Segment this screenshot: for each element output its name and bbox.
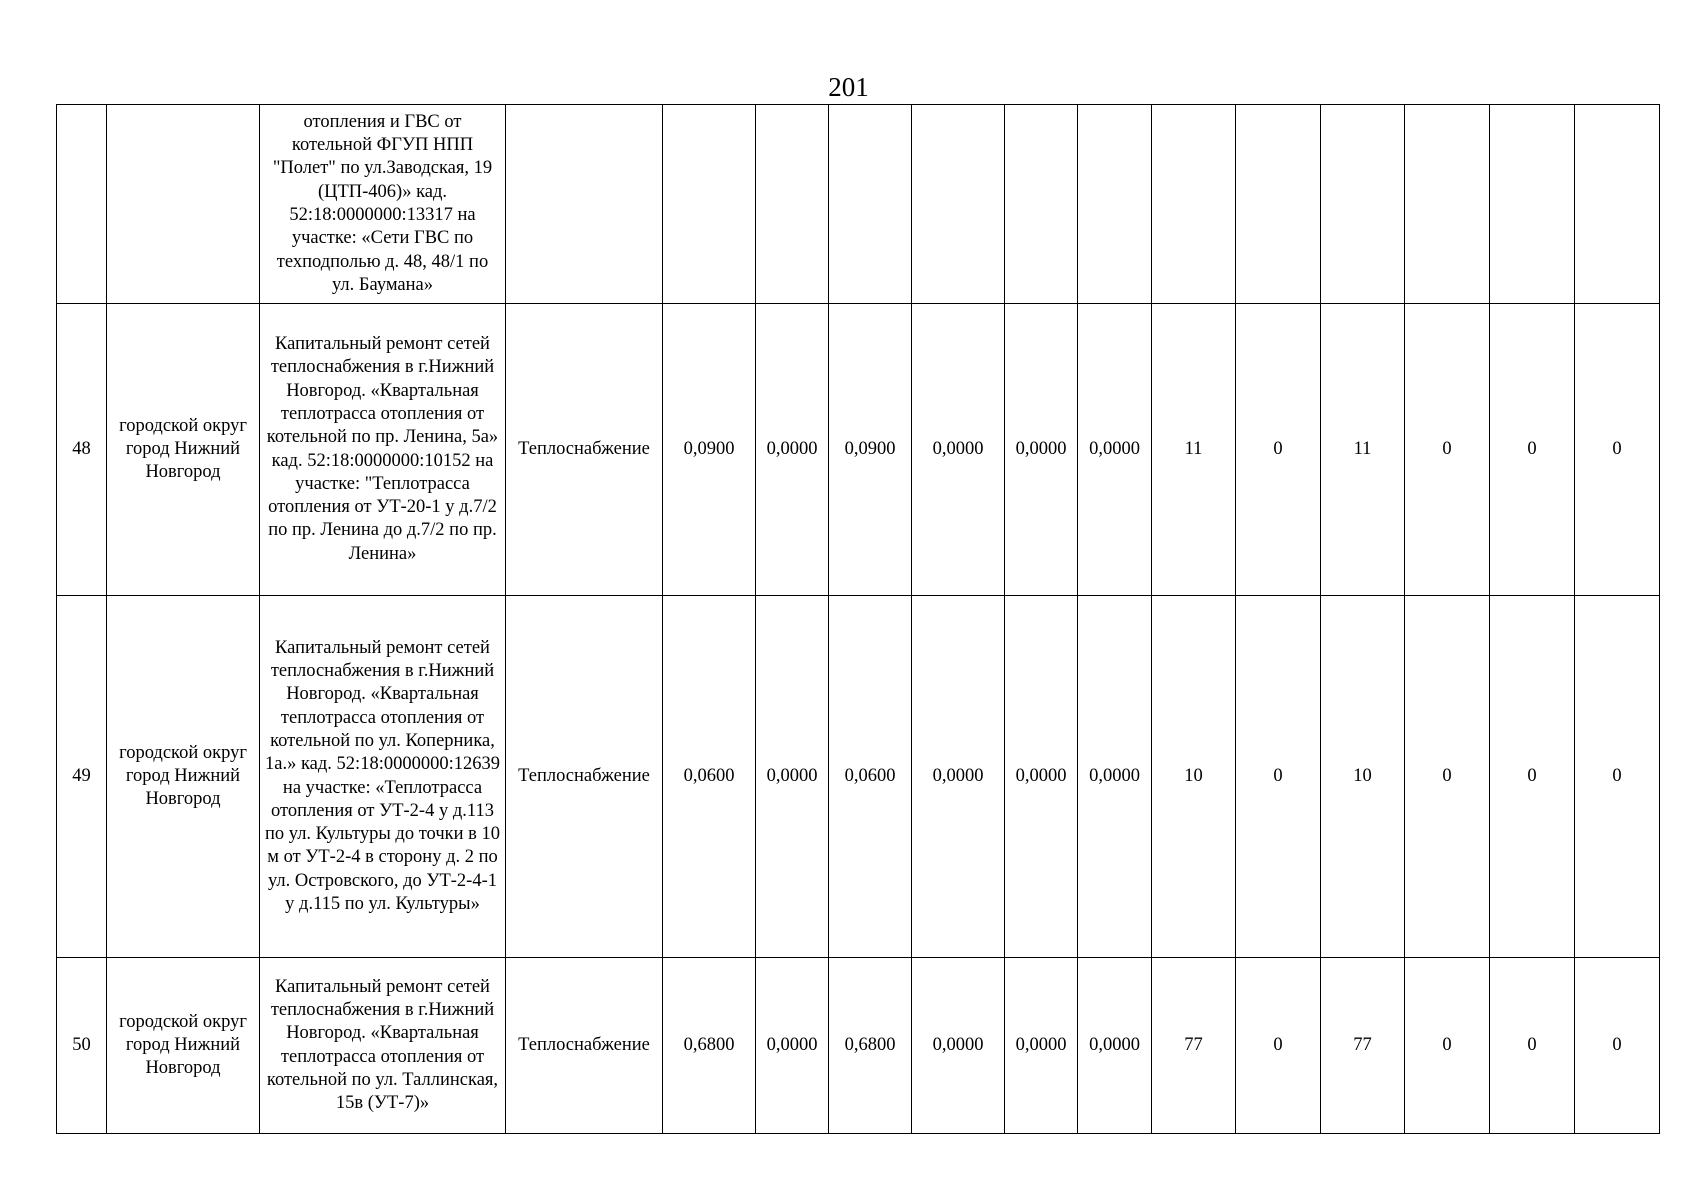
value-cell-3: 0,0900 (829, 304, 912, 596)
description-cell: Капитальный ремонт сетей теплоснабжения в г.Нижний Новгород. «Квартальная теплотрасса отопления от котельной по ул. Коперника, 1а.» кад. 52:18:0000000:12639 на участке: «Теплотрасса отопления от УТ-2-4 у д.113 по ул. Культуры до точки в 10 м от УТ-2-4 в сторону д. 2 по ул. Островского, до УТ-2-4-1 у д.115 по ул. Культуры» (260, 596, 506, 958)
table-row (57, 105, 1660, 304)
table-row (57, 596, 1660, 958)
value-cell-4: 0,0000 (912, 958, 1005, 1134)
row-number: 49 (57, 596, 107, 958)
value-cell-2: 0,0000 (756, 958, 829, 1134)
value-cell-6 (1078, 105, 1152, 304)
value-cell-1: 0,0900 (663, 304, 756, 596)
value-cell-8: 0 (1236, 958, 1321, 1134)
type-cell: Теплоснабжение (506, 596, 663, 958)
value-cell-5: 0,0000 (1005, 304, 1078, 596)
municipality-cell: городской округ город Нижний Новгород (107, 958, 260, 1134)
table-row (57, 958, 1660, 1134)
value-cell-5: 0,0000 (1005, 596, 1078, 958)
value-cell-4: 0,0000 (912, 304, 1005, 596)
value-cell-10: 0 (1405, 304, 1490, 596)
value-cell-6: 0,0000 (1078, 304, 1152, 596)
value-cell-11: 0 (1490, 596, 1575, 958)
value-cell-6: 0,0000 (1078, 958, 1152, 1134)
value-cell-11 (1490, 105, 1575, 304)
page-number: 201 (828, 72, 869, 102)
description-cell: отопления и ГВС от котельной ФГУП НПП "Полет" по ул.Заводская, 19 (ЦТП-406)» кад. 52:18:0000000:13317 на участке: «Сети ГВС по техподполью д. 48, 48/1 по ул. Баумана» (260, 105, 506, 304)
value-cell-10: 0 (1405, 958, 1490, 1134)
value-cell-2: 0,0000 (756, 304, 829, 596)
value-cell-12 (1575, 105, 1660, 304)
value-cell-10: 0 (1405, 596, 1490, 958)
value-cell-12: 0 (1575, 596, 1660, 958)
value-cell-1: 0,6800 (663, 958, 756, 1134)
value-cell-9: 10 (1321, 596, 1405, 958)
municipality-cell (107, 105, 260, 304)
type-cell (506, 105, 663, 304)
value-cell-7: 11 (1152, 304, 1236, 596)
value-cell-1 (663, 105, 756, 304)
value-cell-1: 0,0600 (663, 596, 756, 958)
value-cell-2 (756, 105, 829, 304)
table-row (57, 304, 1660, 596)
value-cell-10 (1405, 105, 1490, 304)
program-table (56, 104, 1660, 1134)
value-cell-7: 10 (1152, 596, 1236, 958)
value-cell-4: 0,0000 (912, 596, 1005, 958)
value-cell-4 (912, 105, 1005, 304)
value-cell-9: 77 (1321, 958, 1405, 1134)
type-cell: Теплоснабжение (506, 304, 663, 596)
value-cell-8 (1236, 105, 1321, 304)
value-cell-5: 0,0000 (1005, 958, 1078, 1134)
row-number (57, 105, 107, 304)
value-cell-5 (1005, 105, 1078, 304)
row-number: 50 (57, 958, 107, 1134)
value-cell-7 (1152, 105, 1236, 304)
value-cell-2: 0,0000 (756, 596, 829, 958)
value-cell-11: 0 (1490, 958, 1575, 1134)
value-cell-7: 77 (1152, 958, 1236, 1134)
municipality-cell: городской округ город Нижний Новгород (107, 304, 260, 596)
description-cell: Капитальный ремонт сетей теплоснабжения в г.Нижний Новгород. «Квартальная теплотрасса отопления от котельной по ул. Таллинская, 15в (УТ-7)» (260, 958, 506, 1134)
value-cell-3 (829, 105, 912, 304)
value-cell-12: 0 (1575, 958, 1660, 1134)
row-number: 48 (57, 304, 107, 596)
value-cell-9 (1321, 105, 1405, 304)
value-cell-12: 0 (1575, 304, 1660, 596)
value-cell-8: 0 (1236, 596, 1321, 958)
value-cell-9: 11 (1321, 304, 1405, 596)
description-cell: Капитальный ремонт сетей теплоснабжения в г.Нижний Новгород. «Квартальная теплотрасса отопления от котельной по пр. Ленина, 5а» кад. 52:18:0000000:10152 на участке: "Теплотрасса отопления от УТ-20-1 у д.7/2 по пр. Ленина до д.7/2 по пр. Ленина» (260, 304, 506, 596)
municipality-cell: городской округ город Нижний Новгород (107, 596, 260, 958)
value-cell-11: 0 (1490, 304, 1575, 596)
type-cell: Теплоснабжение (506, 958, 663, 1134)
value-cell-3: 0,6800 (829, 958, 912, 1134)
value-cell-3: 0,0600 (829, 596, 912, 958)
value-cell-8: 0 (1236, 304, 1321, 596)
value-cell-6: 0,0000 (1078, 596, 1152, 958)
